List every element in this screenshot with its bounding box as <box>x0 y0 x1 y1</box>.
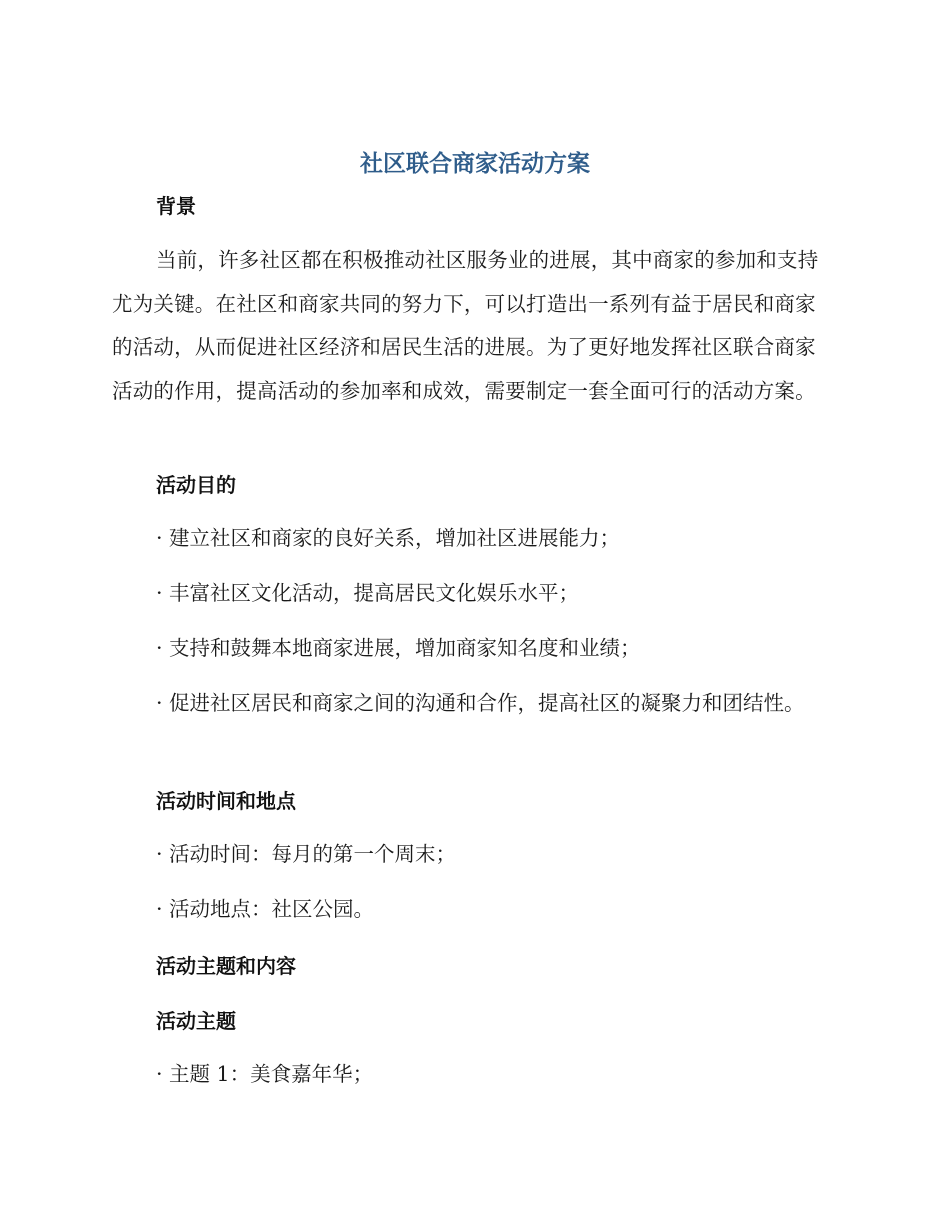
document-title: 社区联合商家活动方案 <box>360 151 590 177</box>
background-paragraph: 当前，许多社区都在积极推动社区服务业的进展，其中商家的参加和支持尤为关键。在社区和商家共同的努力下，可以打造出一系列有益于居民和商家的活动，从而促进社区经济和居民生活的进展。为了更好地发挥社区联合商家活动的作用，提高活动的参加率和成效，需要制定一套全面可行的活动方案。 <box>112 248 819 403</box>
purpose-item: · 丰富社区文化活动，提高居民文化娱乐水平； <box>156 581 580 605</box>
heading-time-place: 活动时间和地点 <box>156 789 296 813</box>
purpose-item: · 促进社区居民和商家之间的沟通和合作，提高社区的凝聚力和团结性。 <box>156 691 805 715</box>
purpose-item: · 支持和鼓舞本地商家进展，增加商家知名度和业绩； <box>156 636 641 660</box>
heading-background: 背景 <box>156 194 196 218</box>
purpose-item: · 建立社区和商家的良好关系，增加社区进展能力； <box>156 526 621 550</box>
heading-theme-content: 活动主题和内容 <box>156 954 296 978</box>
heading-purpose: 活动目的 <box>156 473 236 497</box>
time-place-item: · 活动地点：社区公园。 <box>156 897 375 921</box>
time-place-item: · 活动时间：每月的第一个周末； <box>156 842 457 866</box>
heading-theme: 活动主题 <box>156 1009 236 1033</box>
theme-item: · 主题 1：美食嘉年华； <box>156 1062 374 1086</box>
